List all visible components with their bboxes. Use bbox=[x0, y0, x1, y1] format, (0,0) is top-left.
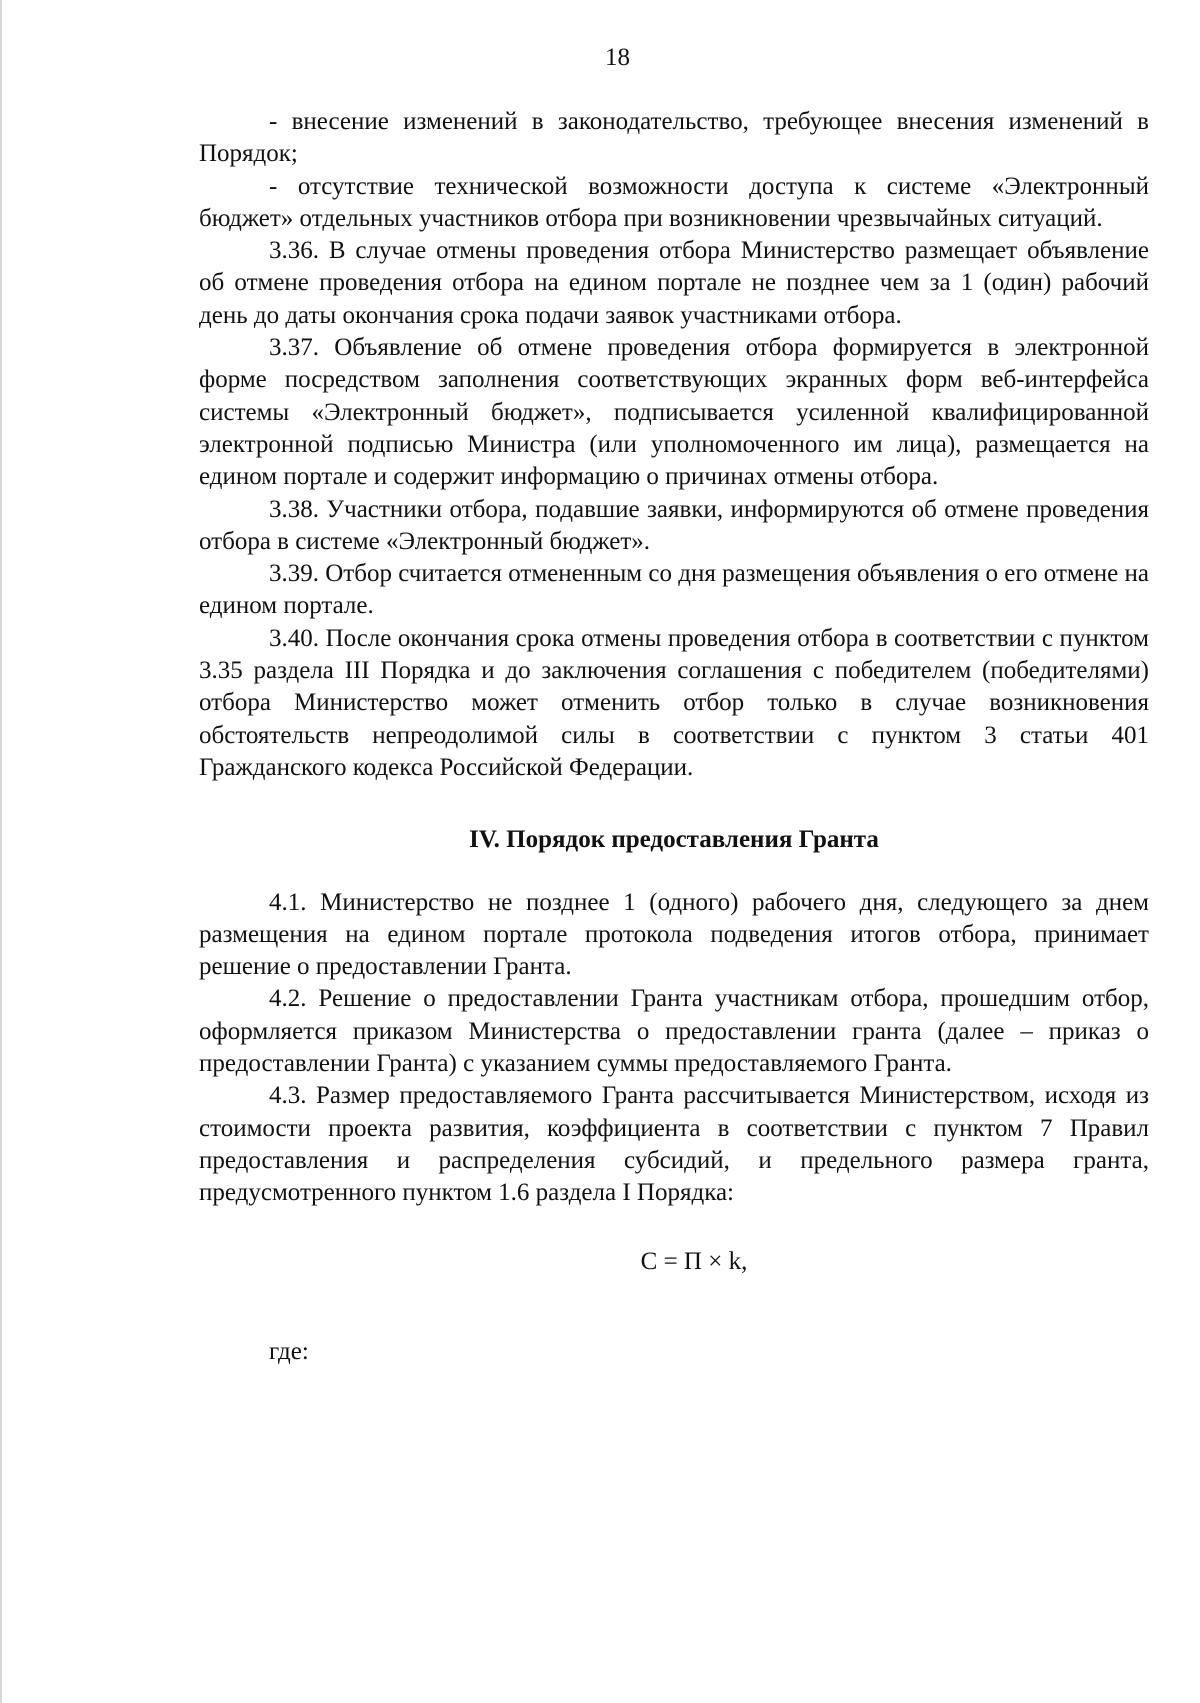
paragraph-3-38: 3.38. Участники отбора, подавшие заявки, информируются об отмене проведения отбора в системе «Электронный бюджет». bbox=[199, 495, 1149, 555]
document-body bbox=[199, 106, 1149, 1368]
paragraph-4-2: 4.2. Решение о предоставлении Гранта участникам отбора, прошедшим отбор, оформляется приказом Министерства о предоставлении гранта (далее – приказ о предоставлении Гранта) с указанием суммы предоставляемого Гранта. bbox=[199, 985, 1149, 1078]
paragraph-dash-1: - внесение изменений в законодательство, требующее внесения изменений в Порядок; bbox=[199, 108, 1149, 168]
scan-edge bbox=[0, 0, 2, 1703]
paragraph-3-36: 3.36. В случае отмены проведения отбора Министерство размещает объявление об отмене проведения отбора на едином портале не позднее чем за 1 (один) рабочий день до даты окончания срока подачи заявок участниками отбора. bbox=[199, 237, 1149, 329]
paragraph-4-1: 4.1. Министерство не позднее 1 (одного) рабочего дня, следующего за днем размещения на едином портале протокола подведения итогов отбора, принимает решение о предоставлении Гранта. bbox=[199, 888, 1149, 981]
paragraph-3-37: 3.37. Объявление об отмене проведения отбора формируется в электронной форме посредством заполнения соответствующих экранных форм веб-интерфейса системы «Электронный бюджет», подписывается усиленной квалифицированной электронной подписью Министра (или уполномоченного им лица), размещается на едином портале и содержит информацию о причинах отмены отбора. bbox=[199, 334, 1149, 491]
paragraph-3-39: 3.39. Отбор считается отмененным со дня размещения объявления о его отмене на едином портале. bbox=[199, 560, 1149, 620]
paragraph-dash-2: - отсутствие технической возможности доступа к системе «Электронный бюджет» отдельных участников отбора при возникновении чрезвычайных ситуаций. bbox=[199, 172, 1149, 232]
section-heading: IV. Порядок предоставления Гранта bbox=[469, 826, 879, 854]
where-label: где: bbox=[269, 1337, 309, 1365]
page-number: 18 bbox=[605, 44, 630, 71]
paragraph-4-3: 4.3. Размер предоставляемого Гранта рассчитывается Министерством, исходя из стоимости проекта развития, коэффициента в соответствии с пунктом 7 Правил предоставления и распределения субсидий, и предельного размера гранта, предусмотренного пунктом 1.6 раздела I Порядка: bbox=[199, 1082, 1149, 1207]
paragraph-3-40: 3.40. После окончания срока отмены проведения отбора в соответствии с пунктом 3.35 раздела III Порядка и до заключения соглашения с победителем (победителями) отбора Министерство может отменить отбор только в случае возникновения обстоятельств непреодолимой силы в соответствии с пунктом 3 статьи 401 Гражданского кодекса Российской Федерации. bbox=[199, 624, 1149, 781]
grant-formula: C = П × k, bbox=[640, 1247, 748, 1275]
